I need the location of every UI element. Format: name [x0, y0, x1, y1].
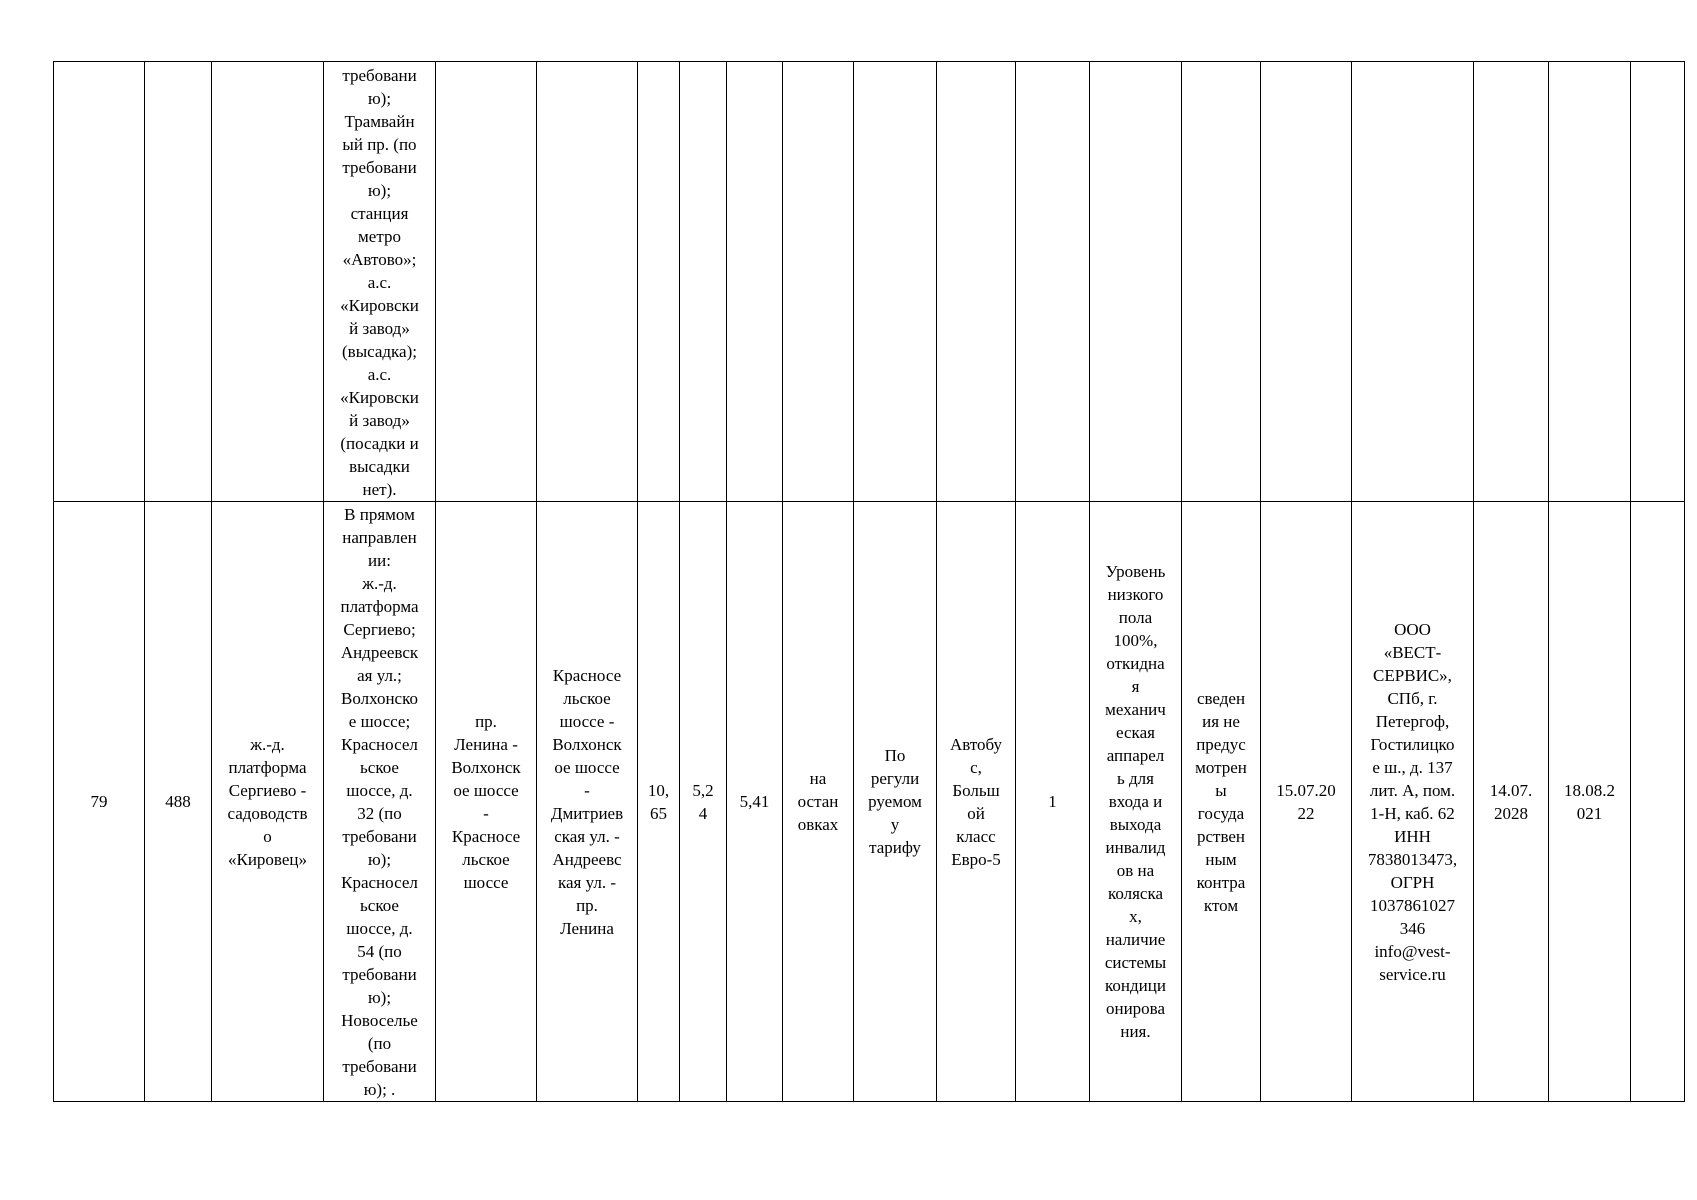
streets-back-cell: Красносе льское шоссе - Волхонск ое шоссе - Дмитриев ская ул. - Андреевс кая ул. - пр. Ленина — [537, 502, 638, 1102]
carrier-cell: ООО «ВЕСТ- СЕРВИС», СПб, г. Петергоф, Гостилицко е ш., д. 137 лит. А, пом. 1-Н, каб. 62 ИНН 7838013473, ОГРН 1037861027 346 info@vest- service.ru — [1352, 502, 1474, 1102]
route-code-cell — [145, 62, 212, 502]
route-number-cell — [54, 62, 145, 502]
route-name-cell — [212, 62, 324, 502]
streets-back-cell — [537, 62, 638, 502]
extra-cell — [1631, 62, 1685, 502]
route-code-cell: 488 — [145, 502, 212, 1102]
length-back-cell: 5,2 4 — [680, 502, 727, 1102]
length-total-cell — [727, 62, 783, 502]
route-registry-table — [53, 61, 1685, 1102]
reg-date-cell — [1549, 62, 1631, 502]
streets-forward-cell — [436, 62, 537, 502]
vehicle-count-cell: 1 — [1016, 502, 1090, 1102]
fare-type-cell: По регули руемом у тарифу — [854, 502, 937, 1102]
end-date-cell: 14.07. 2028 — [1474, 502, 1549, 1102]
characteristics-cell — [1090, 62, 1182, 502]
boarding-order-cell: на остан овках — [783, 502, 854, 1102]
streets-forward-cell: пр. Ленина - Волхонск ое шоссе - Красносе льское шоссе — [436, 502, 537, 1102]
end-date-cell — [1474, 62, 1549, 502]
vehicle-type-cell — [937, 62, 1016, 502]
carrier-cell — [1352, 62, 1474, 502]
table-row — [54, 62, 1685, 502]
table-row — [54, 502, 1685, 1102]
route-number-cell: 79 — [54, 502, 145, 1102]
reg-date-cell: 18.08.2 021 — [1549, 502, 1631, 1102]
vehicle-type-cell: Автобу с, Больш ой класс Евро-5 — [937, 502, 1016, 1102]
fare-type-cell — [854, 62, 937, 502]
characteristics-cell: Уровень низкого пола 100%, откидна я механич еская аппарел ь для входа и выхода инвалид ов на коляска х, наличие системы кондици онирова ния. — [1090, 502, 1182, 1102]
start-date-cell — [1261, 62, 1352, 502]
contract-cell — [1182, 62, 1261, 502]
boarding-order-cell — [783, 62, 854, 502]
length-total-cell: 5,41 — [727, 502, 783, 1102]
start-date-cell: 15.07.20 22 — [1261, 502, 1352, 1102]
stops-cell: В прямом направлен ии: ж.-д. платформа Сергиево; Андреевск ая ул.; Волхонско е шоссе; Красносел ьское шоссе, д. 32 (по требовани ю); Красносел ьское шоссе, д. 54 (по требовани ю); Новоселье (по требовани ю); . — [324, 502, 436, 1102]
length-back-cell — [680, 62, 727, 502]
length-forward-cell — [638, 62, 680, 502]
contract-cell: сведен ия не предус мотрен ы госуда рствен ным контра ктом — [1182, 502, 1261, 1102]
stops-cell: требовани ю); Трамвайн ый пр. (по требовани ю); станция метро «Автово»; а.с. «Кировски й завод» (высадка); а.с. «Кировски й завод» (посадки и высадки нет). — [324, 62, 436, 502]
vehicle-count-cell — [1016, 62, 1090, 502]
length-forward-cell: 10, 65 — [638, 502, 680, 1102]
extra-cell — [1631, 502, 1685, 1102]
route-name-cell: ж.-д. платформа Сергиево - садоводств о «Кировец» — [212, 502, 324, 1102]
